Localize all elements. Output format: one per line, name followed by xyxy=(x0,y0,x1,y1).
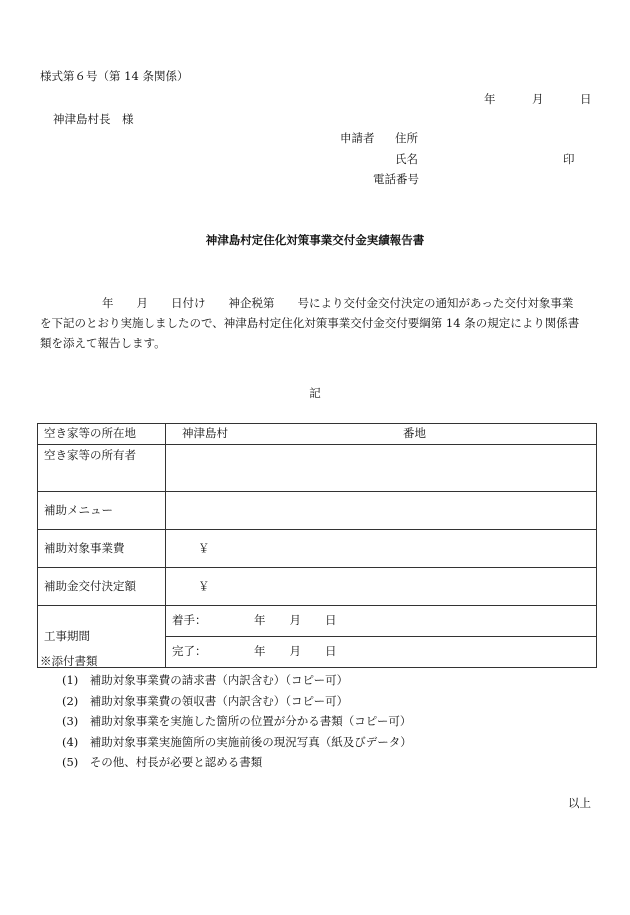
decided-yen: ￥ xyxy=(198,578,210,593)
date-line xyxy=(484,93,592,107)
closing-mark: 以上 xyxy=(568,796,591,810)
end-label: 完了： xyxy=(172,644,207,659)
document-title: 神津島村定住化対策事業交付金実績報告書 xyxy=(205,233,425,247)
table-row xyxy=(38,445,597,492)
name-label: 氏名 xyxy=(395,152,418,166)
date-day: 日 xyxy=(580,92,592,106)
date-month: 月 xyxy=(532,92,544,106)
period-end[interactable] xyxy=(166,637,597,668)
owner-label: 空き家等の所有者 xyxy=(38,445,166,492)
cost-yen: ￥ xyxy=(198,540,210,555)
start-day: 日 xyxy=(325,613,337,628)
period-label: 工事期間 xyxy=(38,606,166,668)
table-row xyxy=(38,424,597,445)
detail-table xyxy=(37,423,597,668)
body-paragraph xyxy=(40,293,596,353)
body-line-3: 類を添えて報告します。 xyxy=(40,336,166,350)
decided-value[interactable] xyxy=(166,568,597,606)
attachments-heading: ※添付書類 xyxy=(40,654,98,668)
form-number: 様式第６号（第 14 条関係） xyxy=(40,69,189,83)
location-banchi: 番地 xyxy=(403,426,426,441)
start-year: 年 xyxy=(254,613,266,628)
location-label: 空き家等の所在地 xyxy=(38,424,166,445)
menu-label: 補助メニュー xyxy=(38,492,166,530)
ki-label: 記 xyxy=(309,386,321,400)
attachment-item: (4) 補助対象事業実施箇所の実施前後の現況写真（紙及びデータ） xyxy=(62,735,412,749)
cost-label: 補助対象事業費 xyxy=(38,530,166,568)
date-year: 年 xyxy=(484,92,496,106)
attachment-item: (3) 補助対象事業を実施した箇所の位置が分かる書類（コピー可） xyxy=(62,714,412,728)
start-month: 月 xyxy=(289,613,301,628)
end-month: 月 xyxy=(289,644,301,659)
location-value[interactable] xyxy=(166,424,597,445)
attachment-item: (5) その他、村長が必要と認める書類 xyxy=(62,755,263,769)
body-line-2: を下記のとおり実施しましたので、神津島村定住化対策事業交付金交付要綱第 14 条の規定により関係書 xyxy=(40,316,580,330)
seal-label: 印 xyxy=(563,152,575,166)
start-label: 着手： xyxy=(172,613,207,628)
applicant-label: 申請者 xyxy=(340,131,375,145)
phone-label: 電話番号 xyxy=(373,172,419,186)
end-day: 日 xyxy=(325,644,337,659)
addressee: 神津島村長 様 xyxy=(53,112,134,126)
table-row xyxy=(38,568,597,606)
attachment-item: (2) 補助対象事業費の領収書（内訳含む）（コピー可） xyxy=(62,694,349,708)
end-year: 年 xyxy=(254,644,266,659)
table-row xyxy=(38,606,597,637)
attachment-item: (1) 補助対象事業費の請求書（内訳含む）（コピー可） xyxy=(62,673,349,687)
body-line-1: 年 月 日付け 神企税第 号により交付金交付決定の通知があった交付対象事業 xyxy=(102,296,574,310)
period-start[interactable] xyxy=(166,606,597,637)
address-label: 住所 xyxy=(395,131,418,145)
menu-value[interactable] xyxy=(166,492,597,530)
cost-value[interactable] xyxy=(166,530,597,568)
table-row xyxy=(38,530,597,568)
location-village: 神津島村 xyxy=(182,426,228,441)
decided-label: 補助金交付決定額 xyxy=(38,568,166,606)
owner-value[interactable] xyxy=(166,445,597,492)
table-row xyxy=(38,492,597,530)
